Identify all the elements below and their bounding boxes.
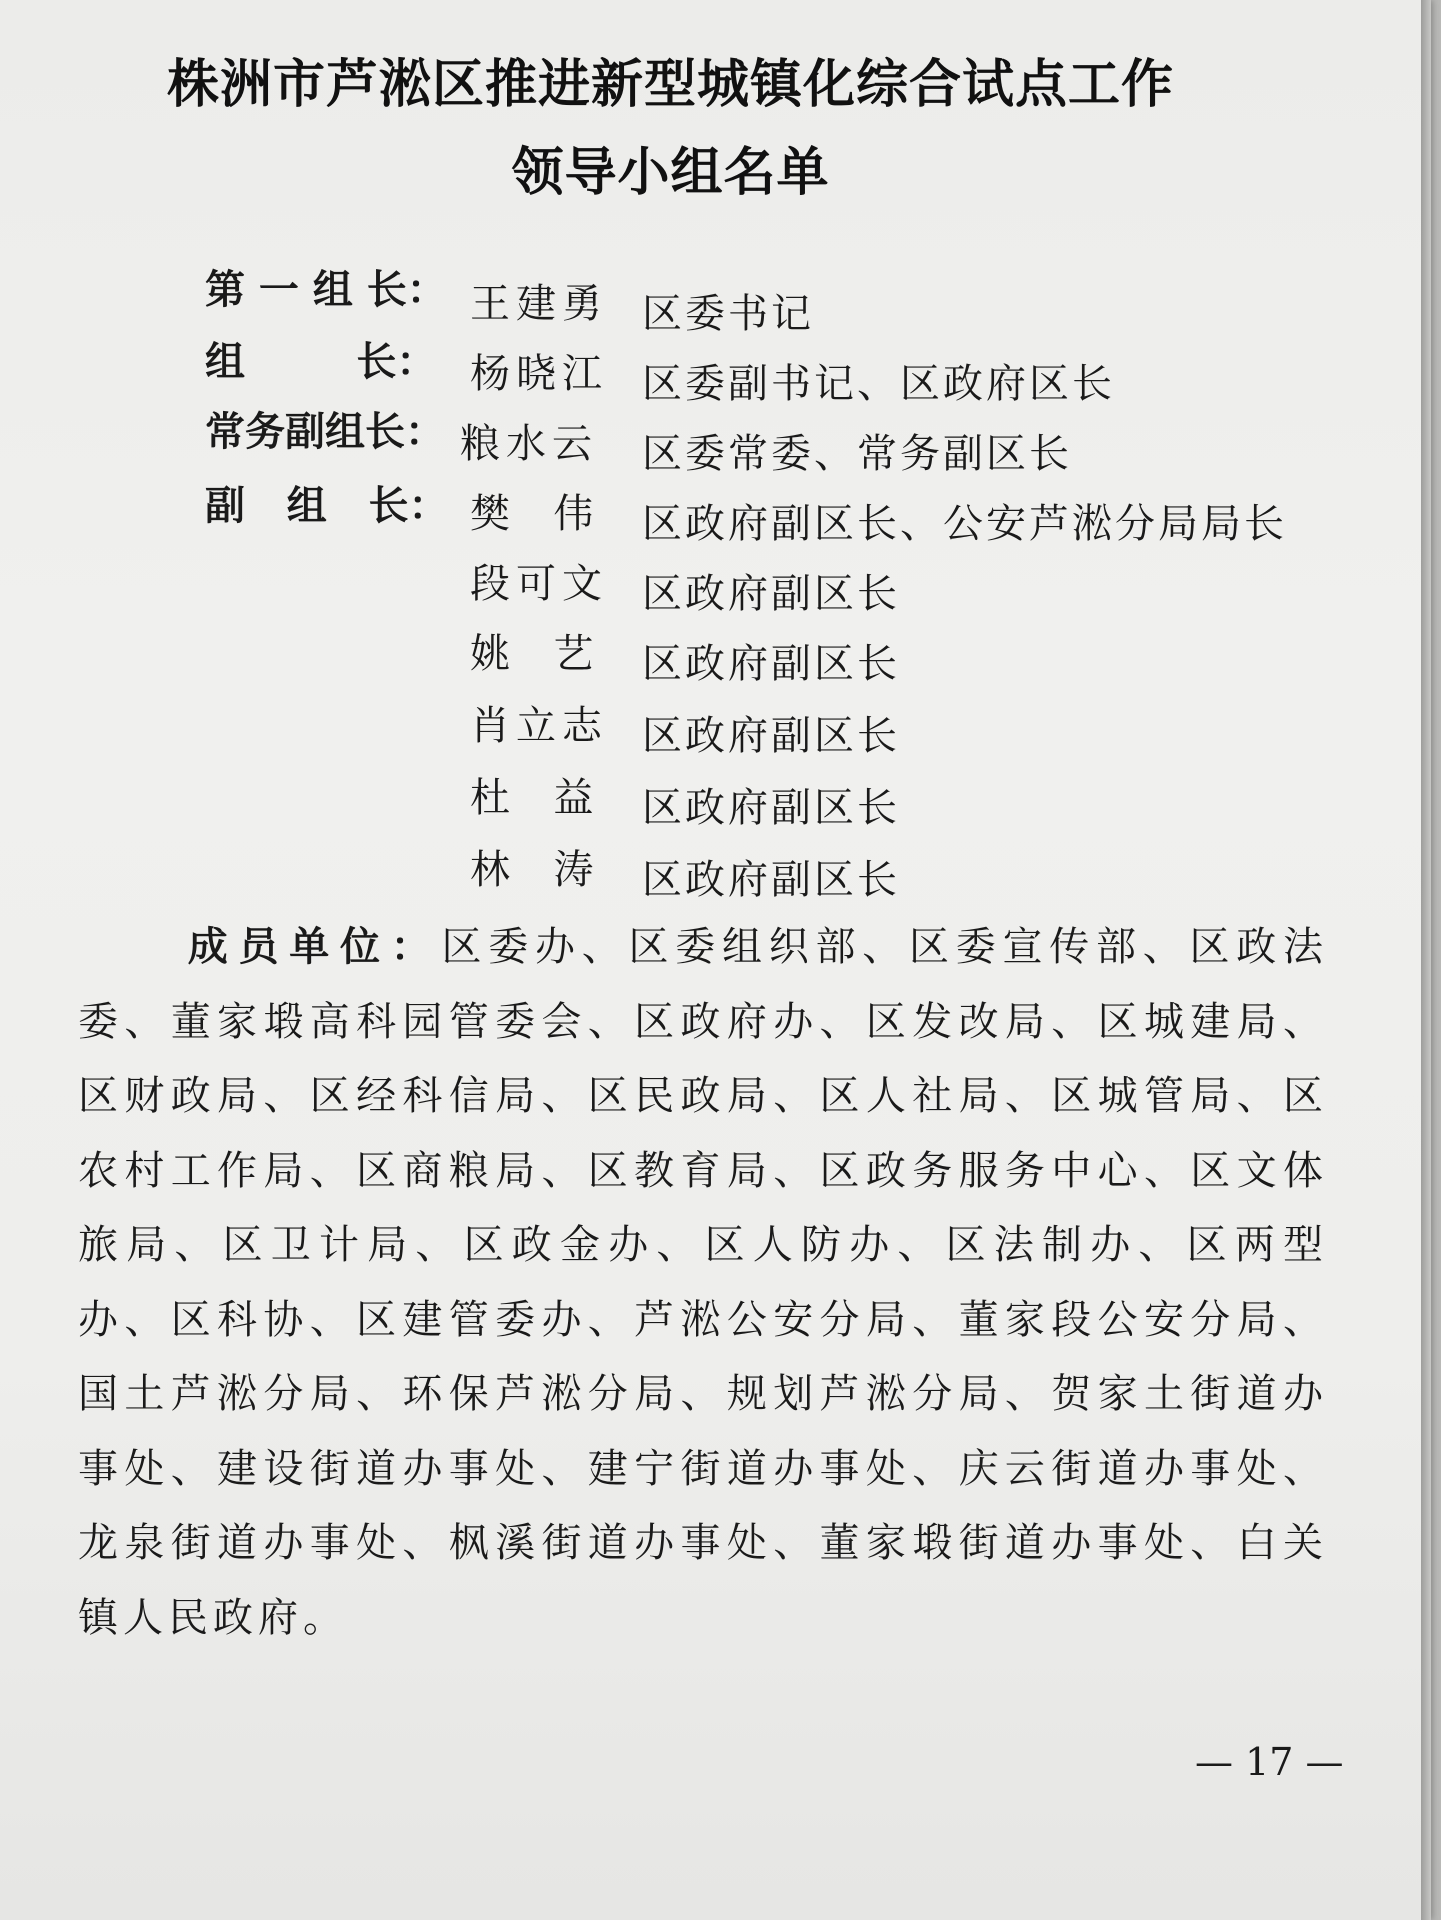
leader-position: 区委书记 bbox=[642, 291, 814, 337]
role-executive-deputy-leader: 常务副组长： bbox=[205, 409, 445, 455]
member-units-text: 区委办、区委组织部、区委宣传部、区政法委、董家塅高科园管委会、区政府办、区发改局、区城建局、区财政局、区经科信局、区民政局、区人社局、区城管局、区农村工作局、区商粮局、区教育局、区政务服务中心、区文体旅局、区卫计局、区政金办、区人防办、区法制办、区两型办、区科协、区建管委办、芦淞公安分局、董家段公安分局、国土芦淞分局、环保芦淞分局、规划芦淞分局、贺家土街道办事处、建设街道办事处、建宁街道办事处、庆云街道办事处、龙泉街道办事处、枫溪街道办事处、董家塅街道办事处、白关镇人民政府。 bbox=[78, 924, 1328, 1641]
leader-name: 粮水云 bbox=[460, 421, 598, 467]
role-deputy-leader: 副 组 长： bbox=[205, 483, 449, 529]
leader-position: 区政府副区长 bbox=[642, 713, 900, 759]
role-leader: 组 长： bbox=[205, 339, 437, 385]
leader-name: 王建勇 bbox=[470, 281, 608, 327]
leader-position: 区委常委、常务副区长 bbox=[642, 431, 1072, 477]
member-units-label: 成员单位： bbox=[186, 924, 442, 970]
leader-position: 区委副书记、区政府区长 bbox=[642, 361, 1115, 407]
role-first-leader: 第 一 组 长： bbox=[205, 267, 447, 313]
document-title-line2: 领导小组名单 bbox=[511, 142, 830, 203]
leader-name: 杨晓江 bbox=[470, 351, 608, 397]
leader-name: 姚 艺 bbox=[470, 631, 600, 677]
leader-name: 杜 益 bbox=[470, 775, 600, 821]
leader-position: 区政府副区长、公安芦淞分局局长 bbox=[642, 501, 1287, 547]
leader-name: 樊 伟 bbox=[470, 491, 600, 537]
leader-position: 区政府副区长 bbox=[642, 857, 900, 903]
leader-position: 区政府副区长 bbox=[642, 641, 900, 687]
leader-name: 肖立志 bbox=[470, 703, 608, 749]
leader-position: 区政府副区长 bbox=[642, 785, 900, 831]
leader-name: 林 涛 bbox=[470, 847, 600, 893]
document-title-line1: 株洲市芦淞区推进新型城镇化综合试点工作 bbox=[166, 54, 1174, 115]
leader-name: 段可文 bbox=[470, 561, 608, 607]
leader-position: 区政府副区长 bbox=[642, 571, 900, 617]
member-units-paragraph bbox=[78, 910, 1328, 1655]
page-number: — 17 — bbox=[1195, 1740, 1344, 1784]
page-edge bbox=[1421, 0, 1431, 1920]
